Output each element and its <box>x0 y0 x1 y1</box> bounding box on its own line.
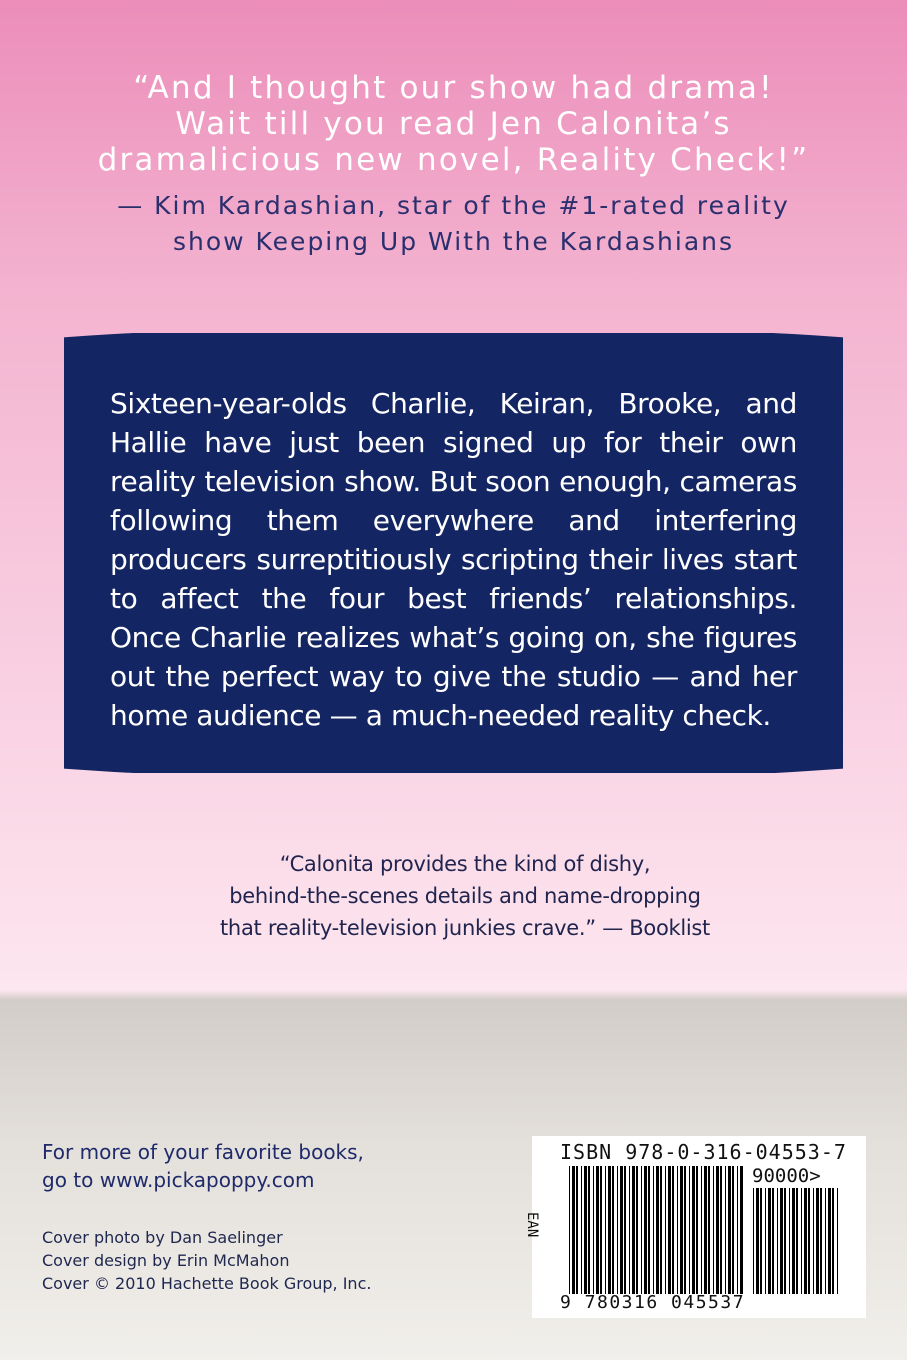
review-quote <box>160 848 770 944</box>
review-line: behind-the-scenes details and name-dropping <box>229 884 701 908</box>
barcode-bar <box>624 1166 626 1294</box>
barcode-bar <box>768 1188 771 1294</box>
attribution-line: show Keeping Up With the Kardashians <box>172 227 735 256</box>
barcode-bar <box>837 1188 838 1294</box>
barcode-bar <box>708 1166 710 1294</box>
barcode-bar <box>644 1166 647 1294</box>
barcode-bar <box>772 1188 774 1294</box>
barcode-bar <box>813 1188 814 1294</box>
barcode-bar <box>777 1188 778 1294</box>
synopsis-line: home audience — a much-needed reality check. <box>110 699 771 732</box>
barcode-bar <box>656 1166 659 1294</box>
barcode-bar <box>716 1166 719 1294</box>
barcode-bar <box>728 1166 731 1294</box>
barcode-bar <box>692 1166 695 1294</box>
barcode-bar <box>612 1166 614 1294</box>
barcode-bar <box>581 1166 582 1294</box>
barcode-bar <box>588 1166 590 1294</box>
cover-credits <box>42 1226 371 1295</box>
barcode-bar <box>740 1166 743 1294</box>
price-barcode-bars <box>752 1188 840 1294</box>
synopsis-line: following them everywhere and interfering <box>110 504 797 537</box>
barcode-bar <box>665 1166 666 1294</box>
barcode-bar <box>636 1166 638 1294</box>
synopsis-line: reality television show. But soon enough, cameras <box>110 465 797 498</box>
website-link: go to www.pickapoppy.com <box>42 1168 315 1192</box>
barcode-bar <box>672 1166 674 1294</box>
barcode-bar <box>704 1166 707 1294</box>
barcode-bar <box>756 1188 759 1294</box>
barcode-bar <box>629 1166 630 1294</box>
barcode-bar <box>668 1166 671 1294</box>
barcode-bar <box>576 1166 578 1294</box>
synopsis-line: out the perfect way to give the studio — and her <box>110 660 797 693</box>
barcode-bar <box>648 1166 650 1294</box>
barcode-bar <box>808 1188 810 1294</box>
barcode-bar <box>820 1188 822 1294</box>
barcode-bar <box>725 1166 726 1294</box>
barcode-bar <box>796 1188 798 1294</box>
barcode-bar <box>753 1188 754 1294</box>
ean-label: EAN <box>524 1212 540 1238</box>
barcode-bar <box>828 1188 831 1294</box>
barcode-bar <box>760 1188 762 1294</box>
barcode-bar <box>696 1166 698 1294</box>
synopsis-line: to affect the four best friends’ relationships. <box>110 582 797 615</box>
quote-attribution <box>40 188 867 260</box>
barcode-bar <box>641 1166 642 1294</box>
price-code: 90000> <box>752 1165 821 1187</box>
attribution-line: — Kim Kardashian, star of the #1-rated reality <box>117 191 790 220</box>
more-books-note <box>42 1138 364 1194</box>
barcode-bar <box>596 1166 599 1294</box>
barcode-bar <box>617 1166 618 1294</box>
barcode-bar <box>720 1166 722 1294</box>
synopsis-line: Hallie have just been signed up for their own <box>110 426 797 459</box>
barcode-bar <box>677 1166 678 1294</box>
barcode-bar <box>584 1166 587 1294</box>
barcode-bar <box>765 1188 766 1294</box>
more-books-line: For more of your favorite books, <box>42 1140 364 1164</box>
barcode-bar <box>801 1188 802 1294</box>
barcode-bar <box>780 1188 783 1294</box>
synopsis-text <box>110 384 797 735</box>
barcode-bar <box>713 1166 714 1294</box>
barcode-bar <box>605 1166 606 1294</box>
barcode-bar <box>804 1188 807 1294</box>
barcode-bar <box>737 1166 738 1294</box>
barcode-bar <box>608 1166 611 1294</box>
barcode-bar <box>572 1166 575 1294</box>
barcode-bar <box>789 1188 790 1294</box>
barcode-bar <box>732 1166 734 1294</box>
barcode-bar <box>600 1166 602 1294</box>
barcode-bar <box>689 1166 690 1294</box>
synopsis-line: Sixteen-year-olds Charlie, Keiran, Brooke, and <box>110 387 797 420</box>
synopsis-line: Once Charlie realizes what’s going on, she figures <box>110 621 797 654</box>
barcode-bar <box>701 1166 702 1294</box>
barcode-bar <box>632 1166 635 1294</box>
barcode-bar <box>680 1166 683 1294</box>
ean-digits: 9 780316 045537 <box>560 1292 746 1313</box>
barcode-bar <box>660 1166 662 1294</box>
barcode-bar <box>784 1188 786 1294</box>
top-quote-line: dramalicious new novel, Reality Check!” <box>97 142 810 178</box>
barcode-bar <box>825 1188 826 1294</box>
barcode-bar <box>653 1166 654 1294</box>
credit-line: Cover design by Erin McMahon <box>42 1251 290 1270</box>
credit-line: Cover photo by Dan Saelinger <box>42 1228 283 1247</box>
review-line: “Calonita provides the kind of dishy, <box>279 852 651 876</box>
review-line: that reality-television junkies crave.” — Booklist <box>220 916 710 940</box>
barcode-bar <box>792 1188 795 1294</box>
barcode-bar <box>569 1166 570 1294</box>
top-quote <box>40 70 867 178</box>
barcode-bar <box>816 1188 819 1294</box>
ean-barcode-bars <box>568 1166 746 1294</box>
isbn-label: ISBN 978-0-316-04553-7 <box>560 1140 847 1164</box>
credit-line: Cover © 2010 Hachette Book Group, Inc. <box>42 1274 372 1293</box>
top-quote-line: “And I thought our show had drama! <box>133 70 774 106</box>
barcode-bar <box>832 1188 834 1294</box>
synopsis-line: producers surreptitiously scripting their lives start <box>110 543 797 576</box>
barcode-bar <box>593 1166 594 1294</box>
top-quote-line: Wait till you read Jen Calonita’s <box>175 106 732 142</box>
barcode-bar <box>620 1166 623 1294</box>
barcode-bar <box>684 1166 686 1294</box>
